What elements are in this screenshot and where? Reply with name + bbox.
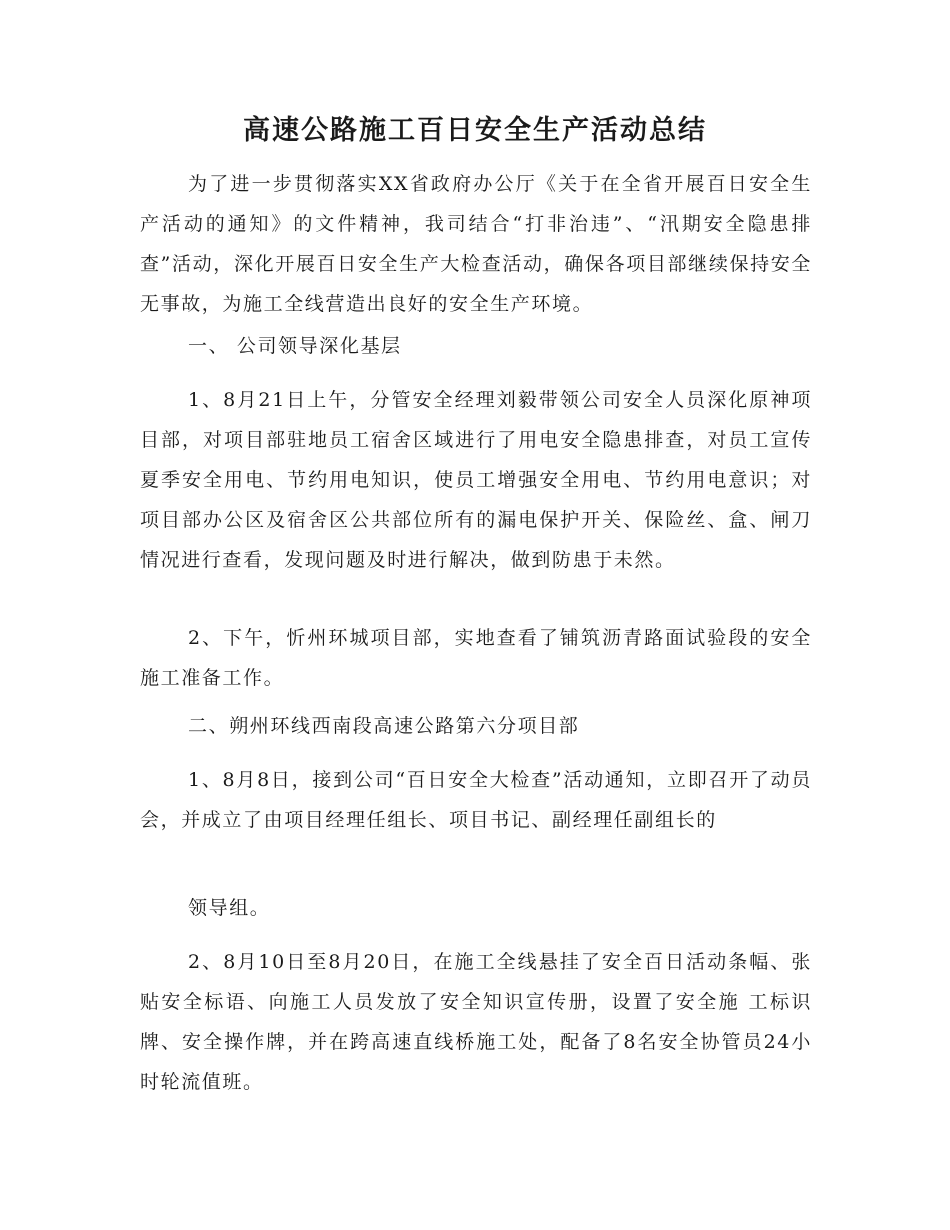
- section-heading-1: 一、 公司领导深化基层: [188, 335, 402, 357]
- intro-paragraph: 为了进一步贯彻落实XX省政府办公厅《关于在全省开展百日安全生产活动的通知》的文件精神，我司结合“打非治违”、“汛期安全隐患排查”活动，深化开展百日安全生产大检查活动，确保各项目部继续保持安全无事故，为施工全线营造出良好的安全生产环境。: [140, 173, 812, 315]
- section-heading-2: 二、朔州环线西南段高速公路第六分项目部: [188, 715, 580, 737]
- document-title: 高速公路施工百日安全生产活动总结: [243, 115, 707, 146]
- paragraph-1-1: 1、8月21日上午，分管安全经理刘毅带领公司安全人员深化原神项目部，对项目部驻地员工宿舍区域进行了用电安全隐患排查，对员工宣传夏季安全用电、节约用电知识，使员工增强安全用电、节约用电意识；对项目部办公区及宿舍区公共部位所有的漏电保护开关、保险丝、盒、闸刀情况进行查看，发现问题及时进行解决，做到防患于未然。: [140, 389, 812, 571]
- paragraph-2-2: 2、8月10日至8月20日，在施工全线悬挂了安全百日活动条幅、张贴安全标语、向施工人员发放了安全知识宣传册，设置了安全施 工标识牌、安全操作牌，并在跨高速直线桥施工处，配备了8名安全协管员24小时轮流值班。: [140, 951, 812, 1093]
- paragraph-2-1-continued: 领导组。: [188, 897, 271, 919]
- paragraph-1-2: 2、下午，忻州环城项目部，实地查看了铺筑沥青路面试验段的安全施工准备工作。: [140, 627, 812, 689]
- paragraph-2-1: 1、8月8日，接到公司“百日安全大检查”活动通知，立即召开了动员会，并成立了由项目经理任组长、项目书记、副经理任副组长的: [140, 769, 812, 831]
